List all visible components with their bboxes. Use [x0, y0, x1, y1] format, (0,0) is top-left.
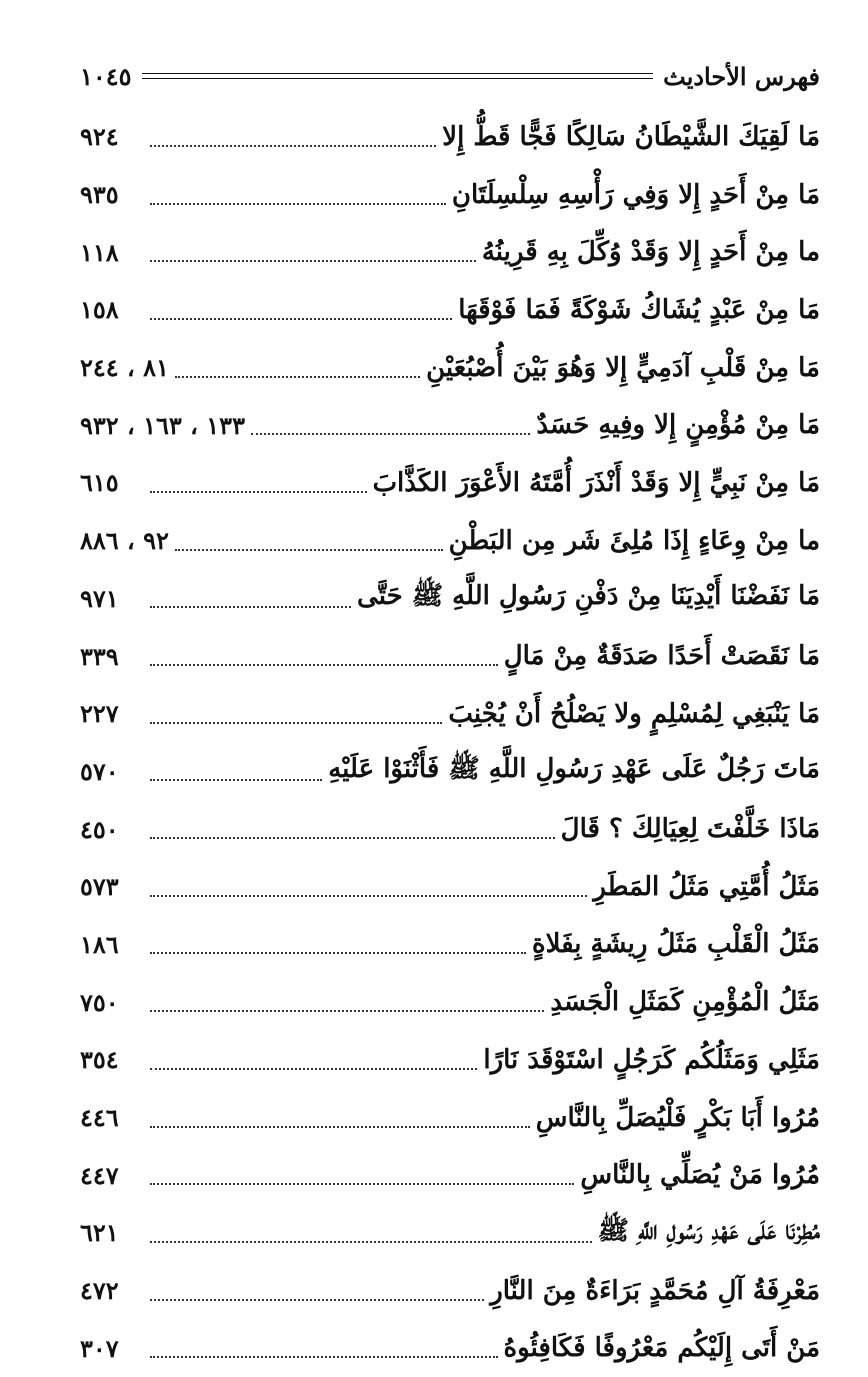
index-entry: [80, 1031, 820, 1089]
dot-leader: [150, 1010, 544, 1012]
header-title: فهرس الأحاديث: [663, 61, 820, 91]
page-references: ١٨٦: [80, 929, 119, 959]
index-entry: [80, 1319, 820, 1377]
page-references: ٩٣٥: [80, 180, 119, 210]
page-header: [80, 56, 820, 96]
index-entry: [80, 108, 820, 166]
index-entry: [80, 743, 820, 801]
dot-leader: [150, 779, 322, 781]
dot-leader: [150, 260, 476, 262]
page-references: ٢٢٧: [80, 699, 119, 729]
header-double-rule: [142, 73, 654, 79]
page-references: ٤٤٦: [80, 1103, 119, 1133]
hadith-index-list: [80, 108, 820, 1377]
hadith-text: مُرُوا أَبَا بَكْرٍ فَلْيُصَلِّ بِالنَّاسِ: [535, 1102, 820, 1133]
page-references: ١١٨: [80, 237, 119, 267]
hadith-text: مَا مِنْ مُؤْمِنٍ إِلا وفِيهِ حَسَدٌ: [536, 410, 820, 441]
page-references: ٦٢١: [80, 1218, 119, 1248]
dot-leader: [150, 1068, 477, 1070]
dot-leader: [150, 1126, 530, 1128]
hadith-text: مَا مِنْ نَبِيٍّ إِلا وَقَدْ أَنْذَرَ أُمَّتَهُ الأَعْوَرَ الكَذَّابَ: [372, 467, 820, 498]
index-entry: [80, 1146, 820, 1204]
index-entry: [80, 512, 820, 570]
hadith-text: مَا يَنْبَغِي لِمُسْلِمٍ ولا يَصْلُحُ أَنْ يُجْنِبَ: [448, 698, 820, 729]
page-references: ٩٧١: [80, 583, 119, 613]
index-entry: [80, 396, 820, 454]
hadith-text: مَثَلُ الْمُؤْمِنِ كَمَثَلِ الْجَسَدِ: [550, 987, 820, 1018]
page-references: ٤٤٧: [80, 1160, 119, 1190]
dot-leader: [150, 1183, 574, 1185]
index-entry: [80, 685, 820, 743]
hadith-text: مَنْ أَتَى إِلَيْكُم مَعْرُوفًا فَكَافِئُوهُ: [503, 1333, 820, 1364]
hadith-text: مَثَلُ أُمَّتِي مَثَلُ المَطَرِ: [593, 871, 820, 902]
hadith-text: مَا نَفَضْنَا أَيْدِيَنَا مِنْ دَفْنِ رَسُولِ اللَّهِ ﷺ حَتَّى: [357, 581, 820, 612]
hadith-text: مَا مِنْ قَلْبِ آدَمِيٍّ إِلا وَهُوَ بَيْنَ أُصْبُعَيْنِ: [426, 352, 820, 383]
page-references: ٣٥٤: [80, 1045, 119, 1075]
index-entry: [80, 339, 820, 397]
index-entry: [80, 281, 820, 339]
page-references: ٤٥٠: [80, 814, 119, 844]
page-references: ٩٢٤: [80, 122, 119, 152]
hadith-text: ما مِنْ أَحَدٍ إِلا وَقَدْ وُكِّلَ بِهِ قَرِينُهُ: [481, 237, 820, 268]
hadith-text: ما مِنْ وِعَاءٍ إِذَا مُلِئَ شَر مِن البَطْنِ: [448, 525, 820, 556]
page-references: ٧٥٠: [80, 987, 119, 1017]
dot-leader: [251, 433, 530, 435]
page-references: ١٣٣ ، ١٦٣ ، ٩٣٢: [80, 410, 245, 440]
dot-leader: [150, 203, 446, 205]
hadith-text: مَعْرِفَةُ آلِ مُحَمَّدٍ بَرَاءَةٌ مِنَ النَّارِ: [490, 1275, 820, 1306]
page-number: ١٠٤٥: [80, 61, 132, 91]
hadith-text: مَا لَقِيَكَ الشَّيْطَانُ سَالِكًا فَجًّا قَطُّ إِلا: [442, 121, 820, 152]
hadith-text: مُطِرْنَا عَلَى عَهْدِ رَسُولِ اللَّهِ ﷺ: [597, 1215, 820, 1246]
page-references: ١٥٨: [80, 295, 119, 325]
index-entry: [80, 223, 820, 281]
dot-leader: [150, 491, 367, 493]
page-references: ٣٣٩: [80, 641, 119, 671]
index-entry: [80, 973, 820, 1031]
hadith-text: مَاتَ رَجُلٌ عَلَى عَهْدِ رَسُولِ اللَّهِ ﷺ فَأَثْنَوْا عَلَيْهِ: [328, 754, 820, 785]
dot-leader: [175, 549, 443, 551]
index-entry: [80, 858, 820, 916]
dot-leader: [150, 1241, 592, 1243]
dot-leader: [150, 606, 351, 608]
dot-leader: [150, 1299, 484, 1301]
index-entry: [80, 454, 820, 512]
index-entry: [80, 570, 820, 628]
page-references: ٥٧٣: [80, 872, 119, 902]
index-entry: [80, 1262, 820, 1320]
dot-leader: [150, 837, 555, 839]
page-references: ٤٧٢: [80, 1276, 119, 1306]
dot-leader: [175, 376, 420, 378]
hadith-text: مُرُوا مَنْ يُصَلِّي بِالنَّاسِ: [580, 1160, 820, 1191]
hadith-text: مَا مِنْ عَبْدٍ يُشَاكُ شَوْكَةً فَمَا فَوْقَهَا: [458, 294, 820, 325]
index-entry: [80, 800, 820, 858]
dot-leader: [150, 318, 452, 320]
hadith-text: مَثَلُ الْقَلْبِ مَثَلُ رِيشَةٍ بِفَلاةٍ: [531, 929, 820, 960]
index-entry: [80, 166, 820, 224]
dot-leader: [150, 722, 442, 724]
index-entry: [80, 627, 820, 685]
page-references: ٦١٥: [80, 468, 119, 498]
dot-leader: [150, 145, 436, 147]
hadith-text: مَا نَقَصَتْ أَحَدًا صَدَقَةٌ مِنْ مَالٍ: [503, 641, 820, 672]
dot-leader: [150, 895, 587, 897]
dot-leader: [150, 952, 526, 954]
hadith-text: مَاذَا خَلَّفْتَ لِعِيَالِكَ ؟ قَالَ: [560, 814, 820, 845]
page-references: ٣٠٧: [80, 1333, 119, 1363]
page-references: ٩٢ ، ٨٨٦: [80, 526, 169, 556]
page-references: ٥٧٠: [80, 756, 119, 786]
hadith-text: مَا مِنْ أَحَدٍ إِلا وَفِي رَأْسِهِ سِلْسِلَتَانِ: [451, 179, 820, 210]
dot-leader: [150, 1356, 498, 1358]
index-entry: [80, 1204, 820, 1262]
page-references: ٨١ ، ٢٤٤: [80, 353, 169, 383]
hadith-text: مَثَلِي وَمَثَلُكُم كَرَجُلٍ اسْتَوْقَدَ نَارًا: [483, 1044, 820, 1075]
index-entry: [80, 1089, 820, 1147]
dot-leader: [150, 664, 498, 666]
index-entry: [80, 916, 820, 974]
